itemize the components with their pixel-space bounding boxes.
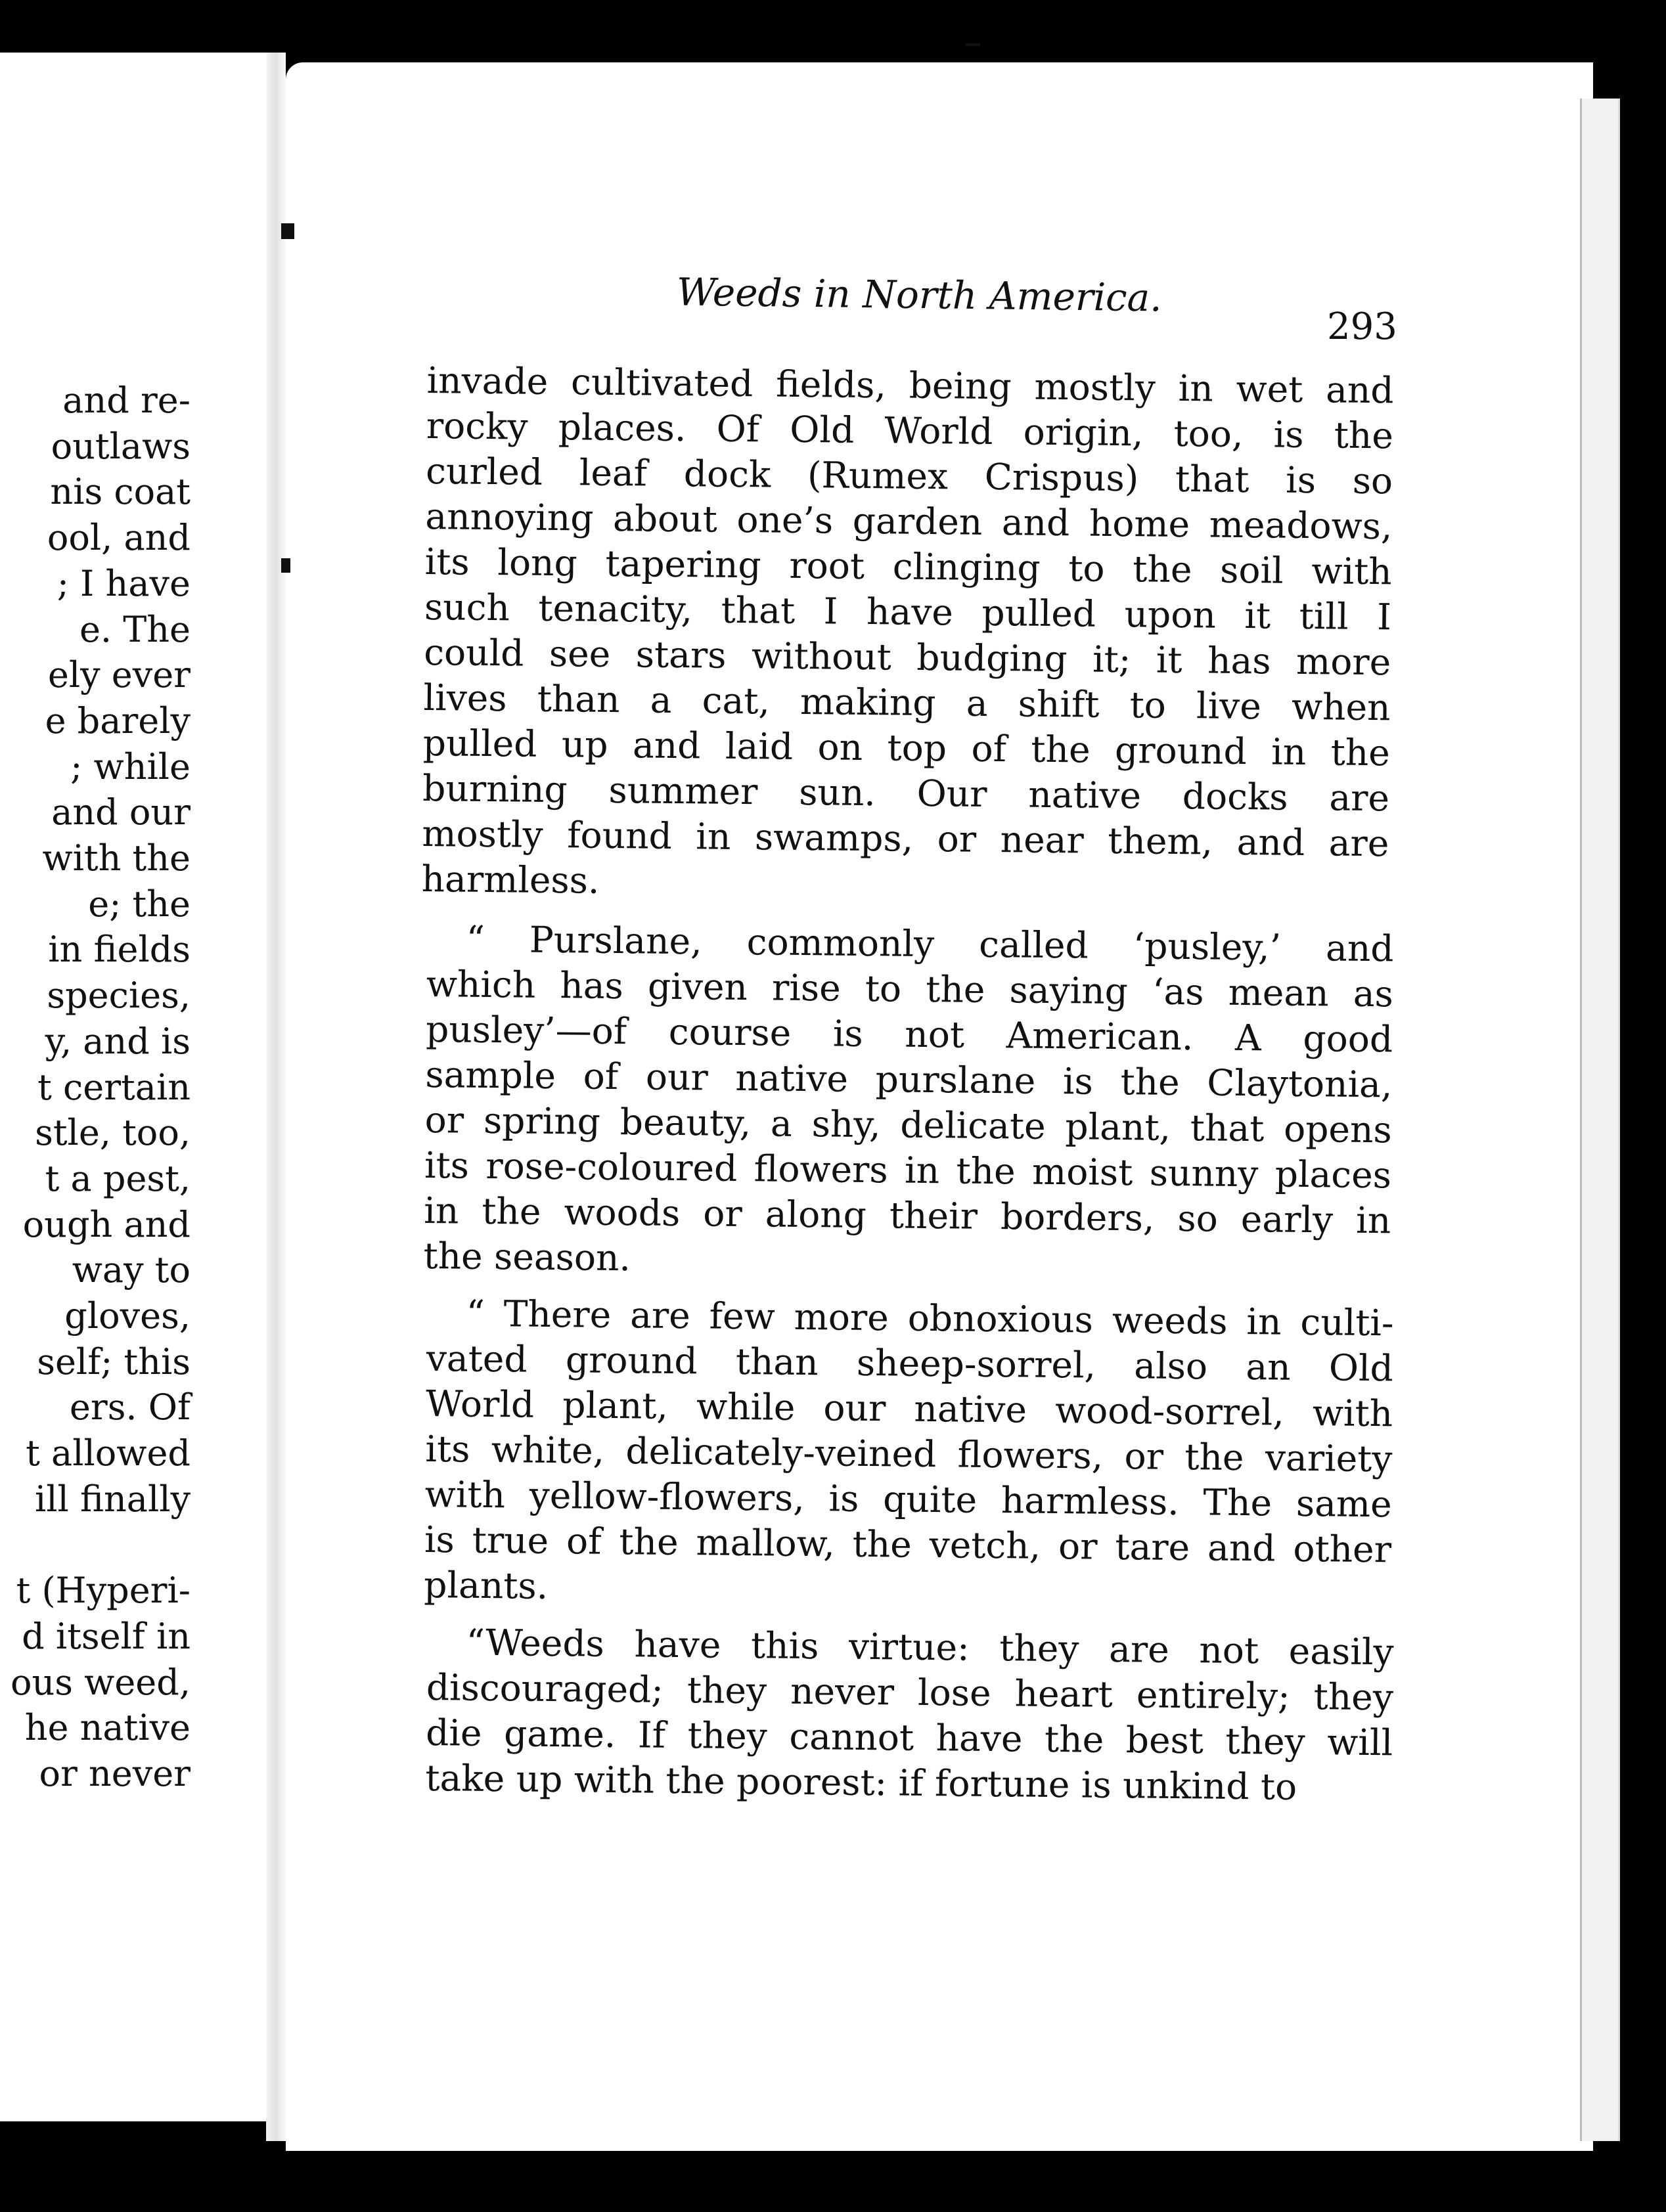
text-line: curled leaf dock (Rumex Crispus) that is so — [425, 449, 1393, 502]
facing-page-line: ers. Of — [69, 1386, 191, 1428]
facing-page-line: d itself in — [22, 1615, 191, 1657]
paragraph — [425, 1620, 1394, 1811]
text-line: “ There are few more obnoxious weeds in culti- — [466, 1292, 1394, 1344]
facing-page-line: ; I have — [56, 562, 191, 604]
text-line: sample of our native purslane is the Claytonia, — [425, 1053, 1393, 1106]
page-number: 293 — [1327, 305, 1397, 348]
facing-page-line: he native — [24, 1707, 191, 1749]
page-stack-edge — [1580, 99, 1620, 2141]
text-line: is true of the mallow, the vetch, or tare and other — [424, 1518, 1392, 1571]
facing-page-line: ous weed, — [10, 1661, 191, 1703]
paragraph — [421, 358, 1394, 912]
text-line: plants. — [423, 1563, 549, 1607]
running-head: Weeds in North America. — [676, 269, 1163, 321]
text-line: pulled up and laid on top of the ground in the — [422, 721, 1391, 774]
text-line: invade cultivated fields, being mostly in wet and — [426, 359, 1394, 412]
text-line: or spring beauty, a shy, delicate plant, that opens — [424, 1098, 1393, 1151]
text-line: discouraged; they never lose heart entirely; they — [426, 1666, 1394, 1719]
facing-page-line: t certain — [37, 1066, 191, 1108]
facing-page-line: ough and — [22, 1203, 191, 1245]
text-line: such tenacity, that I have pulled upon it till I — [424, 585, 1392, 638]
facing-page-line: with the — [42, 837, 191, 879]
facing-page-line: y, and is — [45, 1020, 191, 1062]
text-line: vated ground than sheep-sorrel, also an Old — [426, 1337, 1394, 1390]
facing-page-fragment — [0, 53, 266, 2121]
text-line: the season. — [423, 1234, 631, 1279]
paragraph — [424, 1291, 1394, 1618]
text-line: rocky places. Of Old World origin, too, is the — [426, 404, 1394, 457]
facing-page-line: gloves, — [64, 1295, 191, 1337]
facing-page-line: or never — [39, 1753, 191, 1794]
facing-page-line: self; this — [37, 1340, 191, 1382]
facing-page-line: e barely — [45, 699, 191, 741]
text-line: die game. If they cannot have the best they will — [425, 1711, 1393, 1764]
facing-page-line: nis coat — [50, 471, 191, 513]
facing-page-line: t (Hyperi- — [16, 1570, 191, 1612]
text-line: which has given rise to the saying ‘as mean as — [426, 962, 1394, 1015]
text-line: in the woods or along their borders, so early in — [423, 1189, 1391, 1242]
binding-mark-middle — [281, 558, 290, 573]
facing-page-line: e; the — [88, 883, 191, 925]
facing-page-line: ool, and — [47, 517, 191, 559]
text-line: World plant, while our native wood-sorrel, with — [425, 1382, 1393, 1435]
book-gutter — [266, 53, 286, 2141]
facing-page-line: and our — [51, 791, 191, 833]
facing-page-line: and re- — [62, 380, 191, 421]
text-line: could see stars without budging it; it has more — [423, 630, 1391, 684]
paragraph — [423, 916, 1394, 1289]
text-line: “Weeds have this virtue: they are not easily — [466, 1621, 1394, 1673]
facing-page-line: in fields — [48, 929, 191, 971]
facing-page-line: stle, too, — [35, 1112, 191, 1154]
facing-page-line: ill finally — [34, 1478, 191, 1520]
text-line: its rose-coloured flowers in the moist sunny places — [424, 1143, 1392, 1197]
text-line: take up with the poorest: if fortune is unkind to — [425, 1756, 1297, 1808]
text-line: its long tapering root clinging to the soil with — [424, 540, 1393, 593]
facing-page-line: outlaws — [51, 425, 191, 467]
text-line: with yellow-flowers, is quite harmless. The same — [424, 1472, 1393, 1526]
facing-page-line: t a pest, — [45, 1157, 191, 1199]
text-line: mostly found in swamps, or near them, and are — [422, 812, 1389, 865]
binding-mark-top — [281, 223, 294, 239]
top-edge-mark — [966, 43, 980, 46]
text-line: “ Purslane, commonly called ‘pusley,’ and — [466, 918, 1394, 970]
text-line: lives than a cat, making a shift to live when — [423, 676, 1391, 729]
body-text — [421, 358, 1394, 1808]
facing-page-line: ; while — [70, 745, 191, 787]
text-line: burning summer sun. Our native docks are — [422, 766, 1390, 820]
facing-page-line: way to — [72, 1249, 191, 1291]
text-line: annoying about one’s garden and home meadows, — [425, 495, 1393, 548]
text-line: its white, delicately-veined flowers, or the variety — [425, 1427, 1393, 1480]
facing-page-line: ely ever — [47, 654, 191, 696]
facing-page-line: t allowed — [26, 1432, 191, 1474]
facing-page-line: species, — [47, 975, 191, 1017]
facing-page-line: e. The — [79, 608, 191, 650]
text-line: pusley’—of course is not American. A good — [425, 1007, 1393, 1061]
text-line: harmless. — [421, 857, 600, 902]
